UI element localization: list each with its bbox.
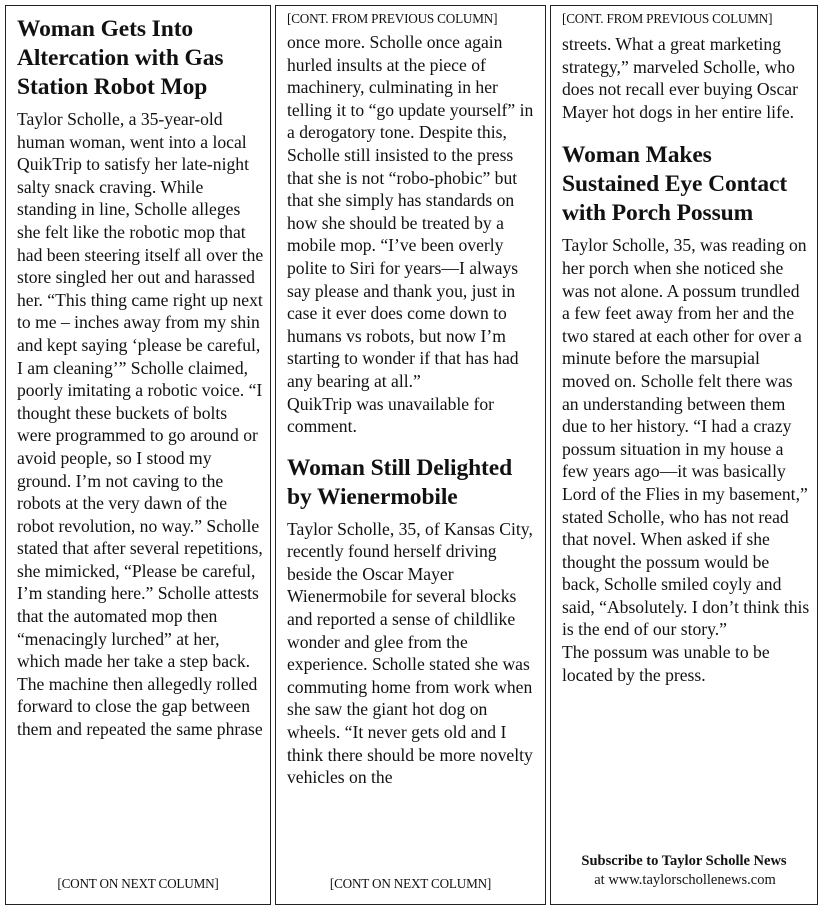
column-3 xyxy=(550,5,818,905)
article-body-robot-mop: Taylor Scholle, a 35-year-old human woman, went into a local QuikTrip to satisfy her late-night salty snack craving. While standing in line, Scholle alleges she felt like the robotic mop that had been steering itself all over the store singled her out and harassed her. “This thing came right up next to me – inches away from my shin and kept saying ‘please be careful, I am cleaning’” Scholle claimed, poorly imitating a robotic voice. “I thought these buckets of bolts were programmed to go around or avoid people, so I stood my ground. I’m not caving to the robots at the very dawn of the robot revolution, no way.” Scholle stated that after several repetitions, she mimicked, “Please be careful, I’m standing here.” Scholle attests that the automated mop then “menacingly lurched” at her, which made her take a step back. The machine then allegedly rolled forward to close the gap between them and repeated the same phrase xyxy=(17,109,264,740)
article-continued-robot-mop-comment: QuikTrip was unavailable for comment. xyxy=(287,393,495,437)
article-body-wienermobile: Taylor Scholle, 35, of Kansas City, recently found herself driving beside the Oscar Mayer Wienermobile for several blocks and reported a sense of childlike wonder and glee from the experience. Scholle stated she was commuting home from work when she saw the giant hot dog on wheels. “It never gets old and I think there should be more novelty vehicles on the xyxy=(287,518,533,788)
article-body-possum-closing: The possum was unable to be located by the press. xyxy=(562,642,770,685)
cont-from-previous-column-3: [CONT. FROM PREVIOUS COLUMN] xyxy=(562,11,773,26)
column-3-content xyxy=(562,11,811,686)
column-1 xyxy=(5,5,271,905)
article-headline-possum: Woman Makes Sustained Eye Contact with Porch Possum xyxy=(562,142,788,227)
subscribe-heading: Subscribe to Taylor Scholle News xyxy=(581,853,787,869)
article-body-possum: Taylor Scholle, 35, was reading on her porch when she noticed she was not alone. A possum trundled a few feet away from her and the two stared at each other for over a minute before the marsupial moved on. Scholle felt there was an understanding between them due to her history. “I had a crazy possum situation in my house a few years ago—it was basically Lord of the Flies in my basement,” stated Scholle, who has not read that novel. When asked if she thought the possum would be back, Scholle smiled coyly and said, “Absolutely. I don’t think this is the end of our story.” xyxy=(562,235,810,640)
article-continued-wienermobile: streets. What a great marketing strategy,” marveled Scholle, who does not recall ever buying Oscar Mayer hot dogs in her entire life. xyxy=(562,34,798,122)
article-headline-wienermobile: Woman Still Delighted by Wienermobile xyxy=(287,454,513,510)
article-continued-robot-mop: once more. Scholle once again hurled insults at the piece of machinery, culminating in her telling it to “go update yourself” in a derogatory tone. Despite this, Scholle still insisted to the press that she is not “robo-phobic” but that she simply has standards on how she should be treated by a mobile mop. “I’ve been overly polite to Siri for years—I always say please and thank you, just in case it ever does come down to humans vs robots, but now I’m starting to wonder if that has had any bearing at all.” xyxy=(287,32,534,391)
column-2 xyxy=(275,5,546,905)
cont-on-next-column-2: [CONT ON NEXT COLUMN] xyxy=(329,876,492,891)
subscribe-footer xyxy=(551,852,817,890)
column-2-content xyxy=(287,11,539,789)
cont-from-previous-column-2: [CONT. FROM PREVIOUS COLUMN] xyxy=(287,11,498,26)
article-headline-robot-mop: Woman Gets Into Altercation with Gas Station Robot Mop xyxy=(17,16,224,100)
subscribe-url[interactable]: at www.taylorschollenews.com xyxy=(594,872,776,888)
cont-on-next-column-1: [CONT ON NEXT COLUMN] xyxy=(57,876,219,891)
column-1-content xyxy=(17,15,264,741)
